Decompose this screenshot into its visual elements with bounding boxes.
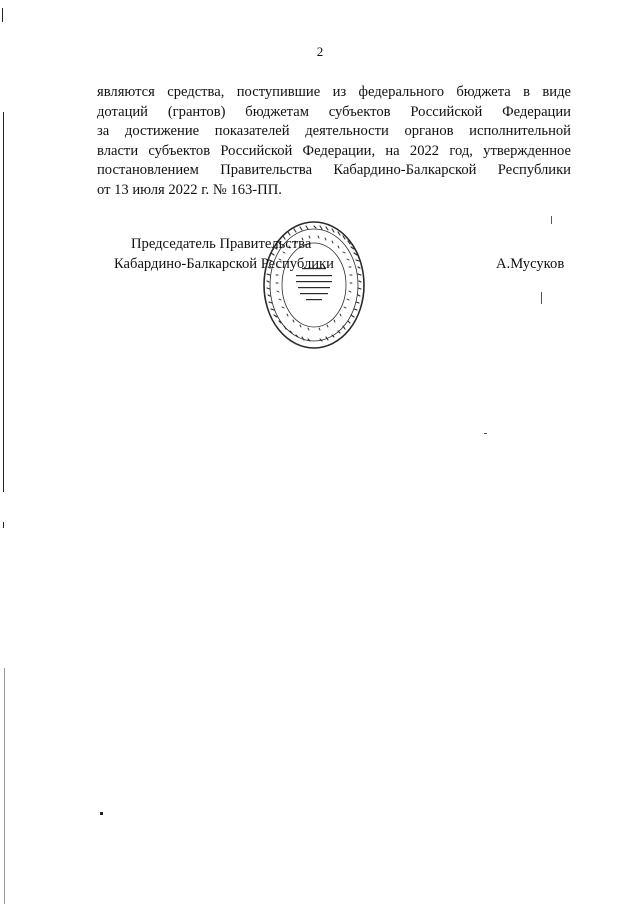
page-number: 2 (316, 44, 324, 59)
signature-title-line-2: Кабардино-Балкарской Республики (114, 256, 334, 272)
scan-margin-mark (4, 668, 5, 904)
scan-margin-mark (100, 812, 103, 815)
body-line: постановлением Правительства Кабардино-Балкарской Республики (97, 162, 571, 178)
scan-margin-mark (484, 433, 487, 434)
scan-margin-mark (3, 522, 4, 528)
scan-margin-mark (3, 112, 4, 492)
body-line: за достижение показателей деятельности органов исполнительной (97, 123, 571, 139)
body-line: власти субъектов Российской Федерации, на 2022 год, утвержденное (97, 142, 571, 159)
signatory-name: А.Мусуков (496, 256, 565, 272)
body-paragraph (97, 83, 571, 200)
scan-margin-mark (541, 292, 542, 304)
scan-margin-mark (551, 216, 552, 224)
body-line: дотаций (грантов) бюджетам субъектов Российской Федерации (97, 103, 571, 120)
signature-title-line-1: Председатель Правительства (131, 236, 312, 252)
body-line: от 13 июля 2022 г. № 163-ПП. (97, 181, 282, 198)
scan-margin-mark (2, 8, 3, 22)
body-line: являются средства, поступившие из федерального бюджета в виде (97, 84, 571, 100)
